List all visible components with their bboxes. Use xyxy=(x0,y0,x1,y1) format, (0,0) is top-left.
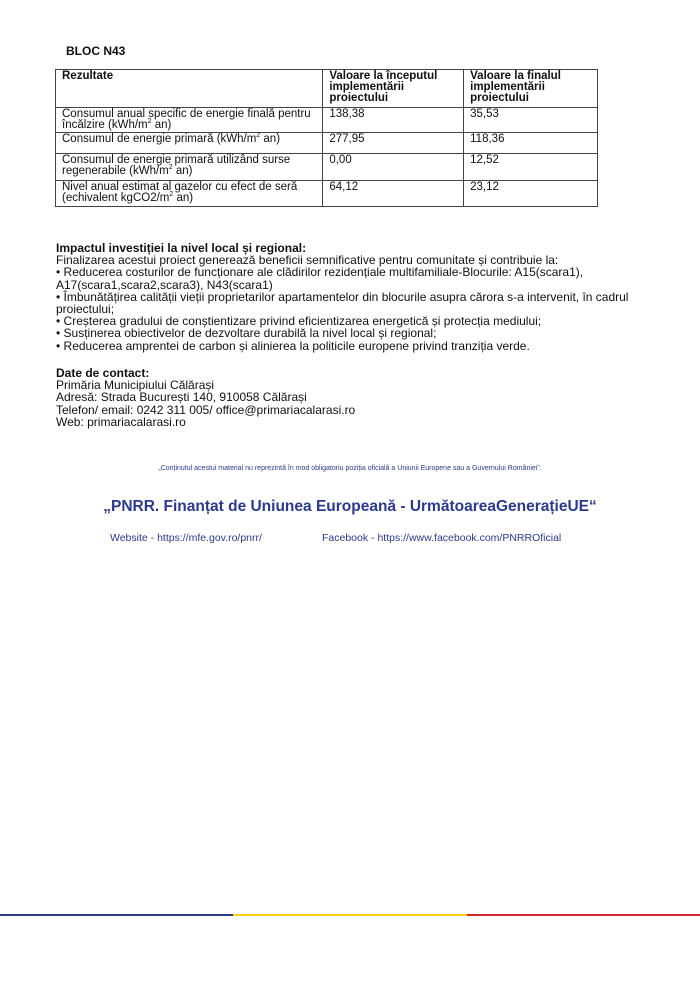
row-end-value: 118,36 xyxy=(464,133,598,154)
header-start-value: Valoare la începutul implementării proiectului xyxy=(323,70,464,108)
list-item: • Susținerea obiectivelor de dezvoltare durabilă la nivel local și regional; xyxy=(56,326,437,341)
tricolor-bar xyxy=(0,914,700,916)
table-row xyxy=(56,181,598,207)
list-item: • Creșterea gradului de conștientizare privind eficientizarea energetică și protecția mediului; xyxy=(56,314,542,329)
table-row xyxy=(56,133,598,154)
list-item: • Reducerea amprentei de carbon și alinierea la politicile europene privind tranziția verde. xyxy=(56,338,530,353)
table-header-row xyxy=(56,70,598,108)
row-start-value: 0,00 xyxy=(323,154,464,181)
row-end-value: 35,53 xyxy=(464,108,598,133)
header-rezultate: Rezultate xyxy=(56,70,323,108)
impact-section xyxy=(56,242,656,352)
disclaimer: „Conținutul acestui material nu reprezintă în mod obligatoriu poziția oficială a Uniunii Europene sau a Guvernului României”. xyxy=(158,465,542,472)
list-item: • Îmbunătățirea calității vieții proprietarilor apartamentelor din blocurile asupra cărora s-a intervenit, în cadrul proiectului; xyxy=(56,289,629,317)
contact-line: Primăria Municipiului Călărași xyxy=(56,378,215,393)
contact-line: Telefon/ email: 0242 311 005/ office@primariacalarasi.ro xyxy=(56,402,356,417)
flag-red-segment xyxy=(467,914,700,916)
list-item: • Reducerea costurilor de funcționare ale clădirilor rezidențiale multifamiliale-Blocurile: A15(scara1), A17(scara1,scara2,scara3), N43(scara1) xyxy=(56,265,584,292)
contact-line: Adresă: Strada București 140, 910058 Călărași xyxy=(56,390,307,405)
facebook-link[interactable]: Facebook - https://www.facebook.com/PNRROficial xyxy=(322,532,562,544)
results-table xyxy=(55,69,598,207)
row-start-value: 277,95 xyxy=(323,133,464,154)
table-row xyxy=(56,108,598,133)
table-row xyxy=(56,154,598,181)
row-end-value: 23,12 xyxy=(464,181,598,207)
contact-line: Web: primariacalarasi.ro xyxy=(56,414,186,429)
contact-section xyxy=(56,367,656,428)
row-start-value: 138,38 xyxy=(323,108,464,133)
pnrr-slogan: „PNRR. Finanțat de Uniunea Europeană - UrmătoareaGenerațieUE“ xyxy=(103,498,597,515)
website-link[interactable]: Website - https://mfe.gov.ro/pnrr/ xyxy=(110,532,262,544)
row-label: Consumul de energie primară ($kWh/m^2$ an) xyxy=(56,133,323,154)
row-label: Consumul anual specific de energie finală pentru încălzire ($kWh/m^2$ an) xyxy=(56,108,323,133)
header-end-value: Valoare la finalul implementării proiectului xyxy=(464,70,598,108)
impact-heading: Impactul investiției la nivel local și regional: xyxy=(56,241,307,255)
row-end-value: 12,52 xyxy=(464,154,598,181)
impact-intro: Finalizarea acestui proiect generează beneficii semnificative pentru comunitate și contribuie la: xyxy=(56,253,559,268)
row-label: Consumul de energie primară utilizând surse regenerabile ($kWh/m^2$ an) xyxy=(56,154,323,181)
row-label: Nivel anual estimat al gazelor cu efect de seră (echivalent $kgCO2/m^2$ an) xyxy=(56,181,323,207)
flag-blue-segment xyxy=(0,914,233,916)
row-start-value: 64,12 xyxy=(323,181,464,207)
contact-heading: Date de contact: xyxy=(56,366,150,380)
flag-yellow-segment xyxy=(233,914,466,916)
bloc-title: BLOC N43 xyxy=(66,44,126,58)
